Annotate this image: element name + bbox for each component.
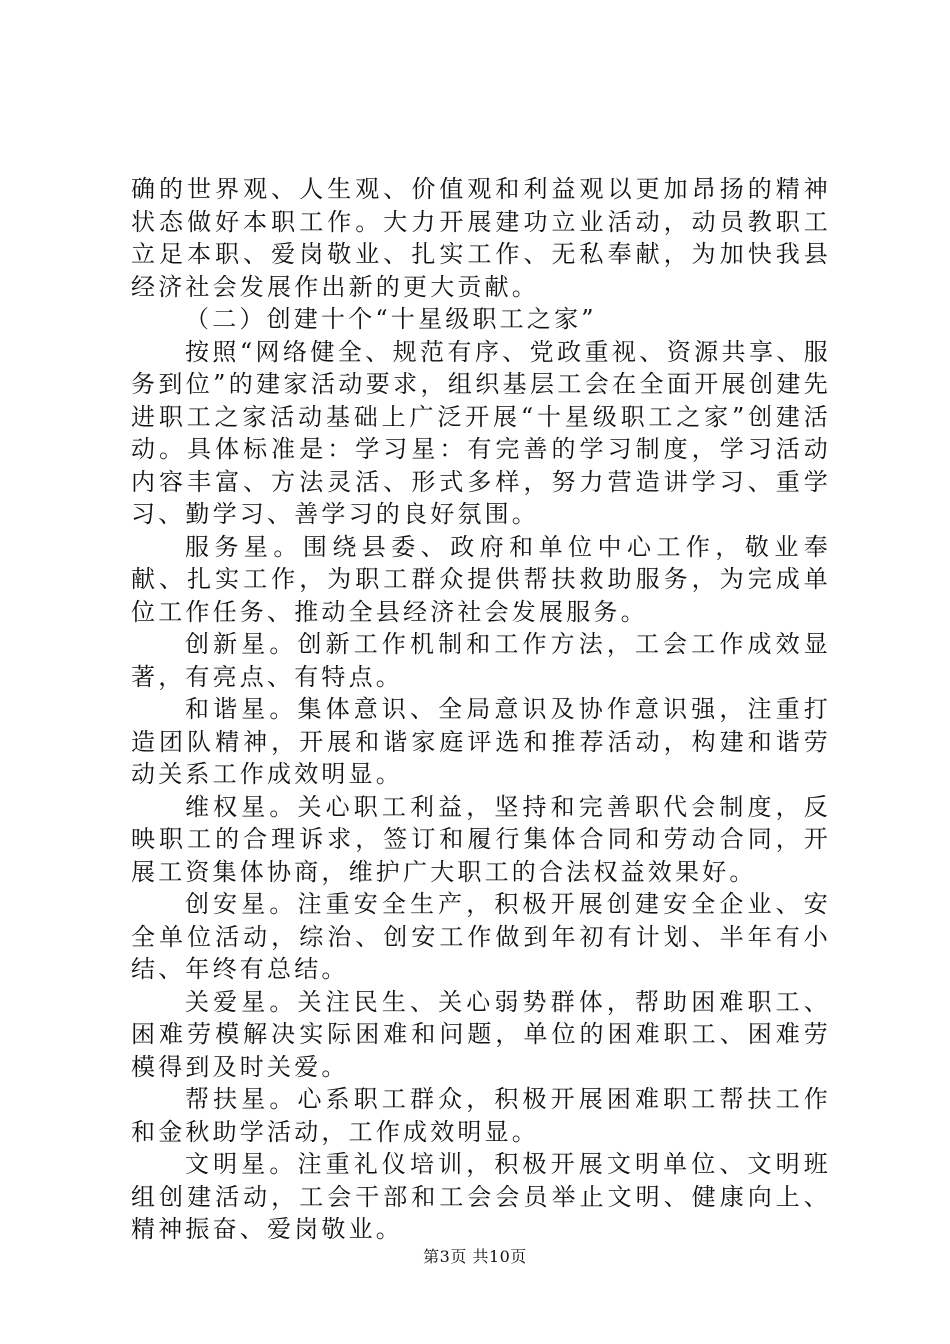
page-number-footer: 第3页 共10页 [423,1247,527,1266]
paragraph: 和谐星。集体意识、全局意识及协作意识强，注重打造团队精神，开展和谐家庭评选和推荐活动，构建和谐劳动关系工作成效明显。 [131,695,831,788]
section-heading: （二）创建十个“十星级职工之家” [185,305,597,333]
paragraph: 服务星。围绕县委、政府和单位中心工作，敬业奉献、扎实工作，为职工群众提供帮扶救助服务，为完成单位工作任务、推动全县经济社会发展服务。 [131,532,831,626]
paragraph: 确的世界观、人生观、价值观和利益观以更加昂扬的精神状态做好本职工作。大力开展建功立业活动，动员教职工立足本职、爱岗敬业、扎实工作、无私奉献，为加快我县经济社会发展作出新的更大贡献。 [131,175,831,301]
paragraph: 按照“网络健全、规范有序、党政重视、资源共享、服务到位”的建家活动要求，组织基层工会在全面开展创建先进职工之家活动基础上广泛开展“十星级职工之家”创建活动。具体标准是：学习星：有完善的学习制度，学习活动内容丰富、方法灵活、形式多样，努力营造讲学习、重学习、勤学习、善学习的良好氛围。 [131,337,831,528]
paragraph: 创安星。注重安全生产，积极开展创建安全企业、安全单位活动，综治、创安工作做到年初有计划、半年有小结、年终有总结。 [131,890,831,983]
paragraph: 维权星。关心职工利益，坚持和完善职代会制度，反映职工的合理诉求，签订和履行集体合同和劳动合同，开展工资集体协商，维护广大职工的合法权益效果好。 [131,792,831,886]
paragraph: 关爱星。关注民生、关心弱势群体，帮助困难职工、困难劳模解决实际困难和问题，单位的困难职工、困难劳模得到及时关爱。 [131,987,831,1081]
paragraph: 文明星。注重礼仪培训，积极开展文明单位、文明班组创建活动，工会干部和工会会员举止文明、健康向上、精神振奋、爱岗敬业。 [131,1150,831,1243]
paragraph: 帮扶星。心系职工群众，积极开展困难职工帮扶工作和金秋助学活动，工作成效明显。 [131,1085,831,1146]
document-body [131,173,831,1246]
paragraph: 创新星。创新工作机制和工作方法，工会工作成效显著，有亮点、有特点。 [131,630,831,691]
